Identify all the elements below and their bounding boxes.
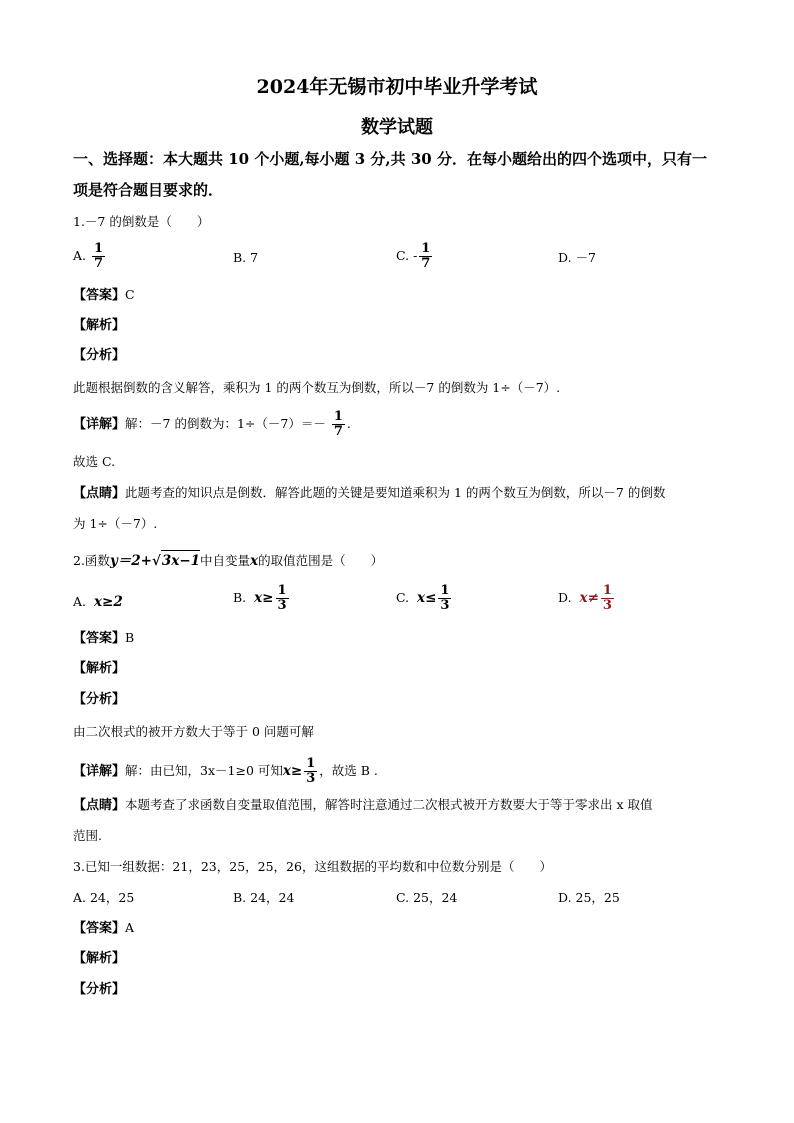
q1-option-a-fraction: $\frac{1}{7}$ [94, 241, 104, 271]
q3-answer: 【答案】A [73, 920, 135, 936]
q2-option-a: A. x≥2 [73, 594, 123, 610]
q1-option-c [396, 242, 434, 271]
q2-formula-a: y＝2+ [109, 553, 152, 569]
section-heading-line1: 一、选择题：本大题共 10 个小题,每小题 3 分,共 30 分．在每小题给出的四个选项中，只有一 [73, 150, 707, 168]
q2-option-d: D. x≠ $\frac{1}{3}$ [558, 583, 612, 613]
q1-detail-fraction: $\frac{1}{7}$ [333, 409, 343, 439]
q3-stem: 3.已知一组数据：21，23，25，25，26，这组数据的平均数和中位数分别是（ ） [73, 859, 552, 874]
q1-comment-line1 [73, 483, 665, 504]
page-subtitle: 数学试题 [361, 117, 433, 138]
q2-stem-post: 的取值范围是（ ） [258, 553, 384, 568]
q1-answer [73, 285, 135, 306]
q1-stem: 1.－7 的倒数是（ ） [73, 214, 210, 229]
q3-option-c: C. 25，24 [396, 890, 458, 905]
q2-comment-line1: 【点睛】本题考查了求函数自变量取值范围，解答时注意通过二次根式被开方数要大于等于零求出 x 取值 [73, 797, 653, 813]
q1-option-a [73, 242, 107, 271]
q2-option-c-fraction: $\frac{1}{3}$ [440, 583, 450, 613]
q1-analysis: 此题根据倒数的含义解答，乘积为 1 的两个数互为倒数，所以－7 的倒数为 1÷（－7）. [73, 380, 561, 395]
q1-option-d: D. －7 [558, 250, 596, 265]
q2-comment-line2: 范围. [73, 828, 102, 843]
q1-fenxi-tag: 【分析】 [73, 348, 126, 363]
q3-option-a: A. 24，25 [73, 890, 135, 905]
q1-jiexi-tag: 【解析】 [73, 318, 126, 333]
section-heading-line2: 项是符合题目要求的． [73, 181, 224, 199]
q3-answer-value: A [125, 920, 135, 935]
detail-tag: 【详解】 [73, 417, 126, 432]
q2-option-b: B. x≥ $\frac{1}{3}$ [233, 583, 287, 613]
q3-option-b: B. 24，24 [233, 890, 295, 905]
comment-tag: 【点睛】 [73, 486, 126, 501]
q2-option-c: C. x≤ $\frac{1}{3}$ [396, 583, 450, 613]
q2-stem: 2.函数y＝2+√3x−1中自变量x的取值范围是（ ） [73, 550, 383, 571]
q2-option-a-math: x≥2 [93, 594, 123, 610]
q2-formula-sqrt: 3x−1 [161, 550, 200, 571]
q2-stem-pre: 2.函数 [73, 553, 110, 568]
page-title: 2024年无锡市初中毕业升学考试 [256, 76, 538, 98]
q2-comment-text: 本题考查了求函数自变量取值范围，解答时注意通过二次根式被开方数要大于等于零求出 x 取值 [125, 797, 653, 812]
q1-option-c-fraction: $\frac{1}{7}$ [421, 241, 431, 271]
q1-option-a-label: A. [73, 248, 87, 263]
q2-analysis: 由二次根式的被开方数大于等于 0 问题可解 [73, 724, 314, 739]
q2-detail-fraction: $\frac{1}{3}$ [306, 756, 316, 786]
q2-answer: 【答案】B [73, 630, 135, 646]
q1-detail: 【详解】解：－7 的倒数为：1÷（－7）＝－ $\frac{1}{7}$ . [73, 409, 351, 439]
q1-comment-text: 此题考查的知识点是倒数．解答此题的关键是要知道乘积为 1 的两个数互为倒数，所以－7 的倒数 [125, 485, 666, 500]
q2-detail: 【详解】解：由已知，3x－1≥0 可知x≥ $\frac{1}{3}$ ，故选 B . [73, 756, 378, 786]
q2-detail-text: 解：由已知，3x－1≥0 可知 [125, 763, 283, 778]
q1-answer-value: C [125, 287, 135, 302]
q3-jiexi-tag: 【解析】 [73, 951, 126, 966]
q2-option-d-fraction: $\frac{1}{3}$ [602, 583, 612, 613]
q2-fenxi-tag: 【分析】 [73, 692, 126, 707]
q1-conclusion: 故选 C. [73, 454, 116, 469]
q2-stem-mid: 中自变量 [200, 553, 251, 568]
q1-option-b: B. 7 [233, 250, 259, 265]
q1-comment-line2: 为 1÷（－7）. [73, 516, 158, 531]
q1-option-c-label: C. - [396, 248, 418, 263]
q1-detail-text: 解：－7 的倒数为：1÷（－7）＝－ [125, 416, 326, 431]
q2-option-b-fraction: $\frac{1}{3}$ [277, 583, 287, 613]
answer-tag: 【答案】 [73, 288, 126, 303]
q3-fenxi-tag: 【分析】 [73, 982, 126, 997]
q3-option-d: D. 25，25 [558, 890, 620, 905]
q2-stem-var: x [250, 553, 259, 569]
q2-jiexi-tag: 【解析】 [73, 661, 126, 676]
q2-answer-value: B [125, 630, 135, 645]
